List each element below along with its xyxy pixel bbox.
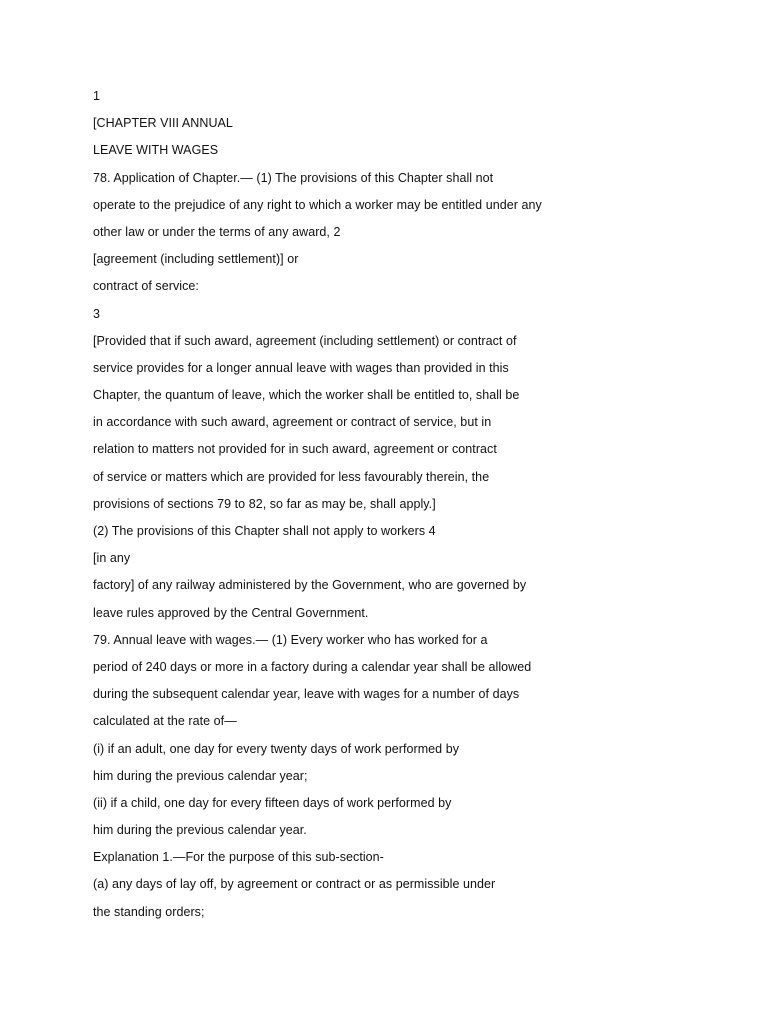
text-line: 78. Application of Chapter.— (1) The provisions of this Chapter shall not — [93, 170, 494, 185]
text-line: [agreement (including settlement)] or — [93, 252, 299, 267]
text-line: period of 240 days or more in a factory during a calendar year shall be allowed — [93, 659, 532, 674]
text-line: [in any — [93, 551, 131, 566]
text-line: the standing orders; — [93, 904, 205, 919]
page-number-line: 1 — [93, 89, 101, 103]
text-line: Chapter, the quantum of leave, which the worker shall be entitled to, shall be — [93, 388, 520, 403]
document-body — [93, 85, 753, 928]
text-line: him during the previous calendar year. — [93, 823, 307, 838]
text-line: during the subsequent calendar year, leave with wages for a number of days — [93, 687, 520, 702]
text-line: in accordance with such award, agreement or contract of service, but in — [93, 415, 492, 430]
text-line: 79. Annual leave with wages.— (1) Every worker who has worked for a — [93, 632, 488, 647]
text-line: Explanation 1.—For the purpose of this sub-section- — [93, 850, 384, 865]
text-line: (i) if an adult, one day for every twenty days of work performed by — [93, 741, 460, 756]
text-line: other law or under the terms of any award, 2 — [93, 224, 341, 239]
text-line: operate to the prejudice of any right to which a worker may be entitled under any — [93, 197, 542, 212]
text-line: service provides for a longer annual leave with wages than provided in this — [93, 360, 509, 375]
text-line: him during the previous calendar year; — [93, 768, 308, 783]
chapter-subheading: LEAVE WITH WAGES — [93, 143, 219, 158]
text-line: provisions of sections 79 to 82, so far as may be, shall apply.] — [93, 496, 436, 511]
text-line: (ii) if a child, one day for every fifteen days of work performed by — [93, 795, 452, 810]
chapter-heading: [CHAPTER VIII ANNUAL — [93, 116, 233, 131]
text-line: factory] of any railway administered by the Government, who are governed by — [93, 578, 527, 593]
text-line: [Provided that if such award, agreement (including settlement) or contract of — [93, 333, 517, 348]
text-line: (a) any days of lay off, by agreement or contract or as permissible under — [93, 877, 496, 892]
text-line: relation to matters not provided for in such award, agreement or contract — [93, 442, 497, 457]
text-line: contract of service: — [93, 279, 199, 294]
text-line: of service or matters which are provided for less favourably therein, the — [93, 469, 490, 484]
text-line: leave rules approved by the Central Government. — [93, 605, 369, 620]
text-line: (2) The provisions of this Chapter shall not apply to workers 4 — [93, 524, 436, 538]
footnote-marker-line: 3 — [93, 306, 101, 321]
text-line: calculated at the rate of— — [93, 714, 237, 729]
